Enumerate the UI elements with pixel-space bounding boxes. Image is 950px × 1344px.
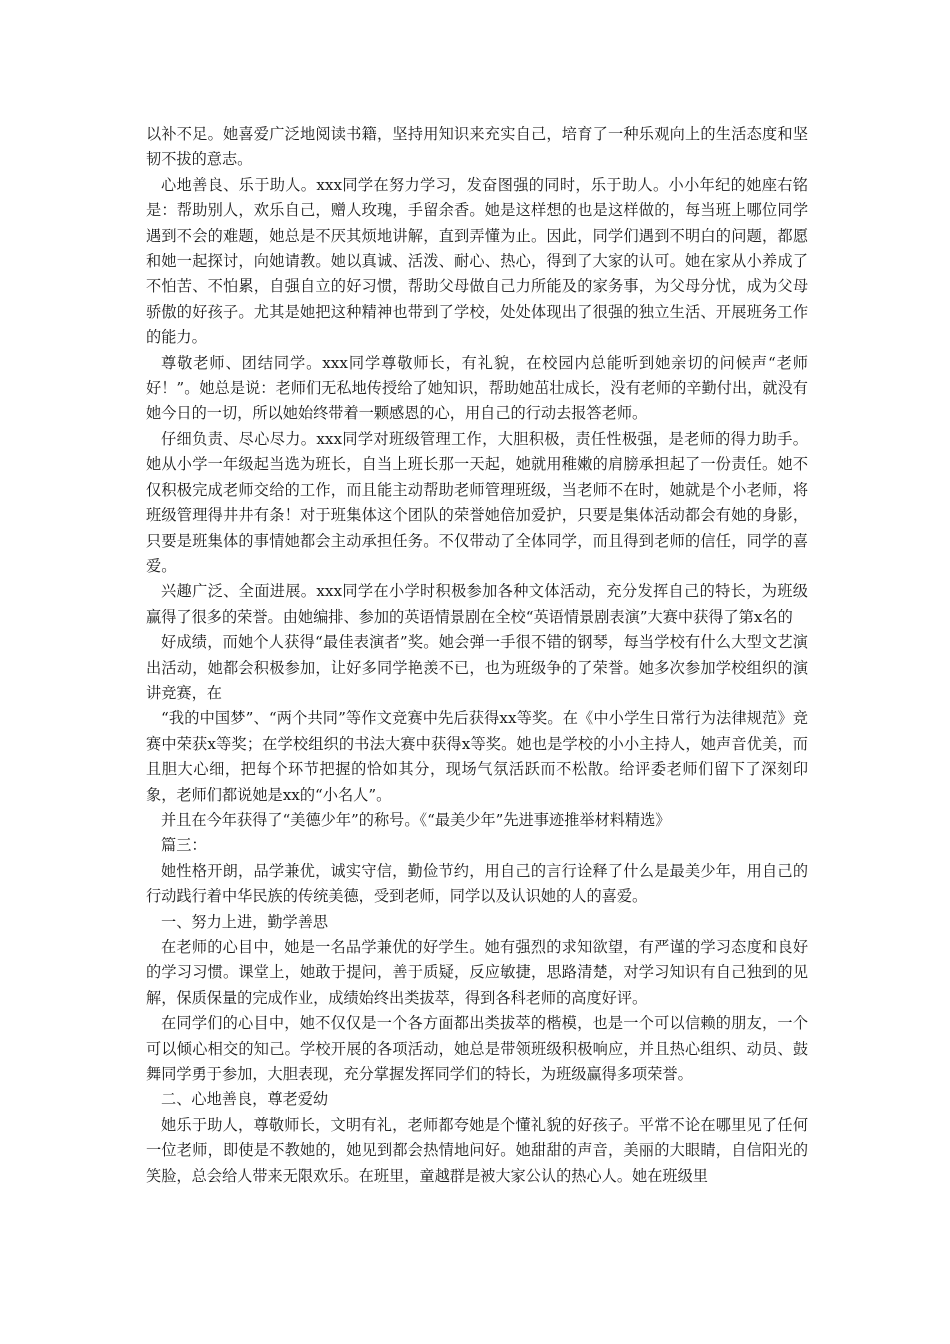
paragraph: “我的中国梦”、“两个共同”等作文竞赛中先后获得xx等奖。在《中小学生日常行为法律规范》竞赛中荣获x等奖；在学校组织的书法大赛中获得x等奖。她也是学校的小小主持人，她声音优美，而且胆大心细，把每个环节把握的恰如其分，现场气氛活跃而不松散。给评委老师们留下了深刻印象，老师们都说她是xx的“小名人”。 [146,709,808,804]
paragraph: 并且在今年获得了“美德少年”的称号。《“最美少年”先进事迹推举材料精选》 [161,810,671,829]
paragraph: 以补不足。她喜爱广泛地阅读书籍，坚持用知识来充实自己，培育了一种乐观向上的生活态度和坚韧不拔的意志。 [146,125,808,169]
paragraph: 兴趣广泛、全面进展。xxx同学在小学时积极参加各种文体活动，充分发挥自己的特长，为班级赢得了很多的荣誉。由她编排、参加的英语情景剧在全校“英语情景剧表演”大赛中获得了第x名的 [146,582,808,626]
paragraph: 心地善良、乐于助人。xxx同学在努力学习，发奋图强的同时，乐于助人。小小年纪的她座右铭是：帮助别人，欢乐自己，赠人玫瑰，手留余香。她是这样想的也是这样做的，每当班上哪位同学遇到不会的难题，她总是不厌其烦地讲解，直到弄懂为止。因此，同学们遇到不明白的问题，都愿和她一起探讨，向她请教。她以真诚、活泼、耐心、热心，得到了大家的认可。她在家从小养成了不怕苦、不怕累，自强自立的好习惯，帮助父母做自己力所能及的家务事，为父母分忧，成为父母骄傲的好孩子。尤其是她把这种精神也带到了学校，处处体现出了很强的独立生活、开展班务工作的能力。 [146,175,808,347]
paragraph: 她乐于助人，尊敬师长，文明有礼，老师都夸她是个懂礼貌的好孩子。平常不论在哪里见了任何一位老师，即使是不教她的，她见到都会热情地问好。她甜甜的声音，美丽的大眼睛，自信阳光的笑脸，总会给人带来无限欢乐。在班里，童越群是被大家公认的热心人。她在班级里 [146,1115,808,1185]
document-body [146,122,808,1189]
paragraph: 好成绩，而她个人获得“最佳表演者”奖。她会弹一手很不错的钢琴，每当学校有什么大型文艺演出活动，她都会积极参加，让好多同学艳羡不已，也为班级争的了荣誉。她多次参加学校组织的演讲竞赛，在 [146,633,808,702]
paragraph: 在老师的心目中，她是一名品学兼优的好学生。她有强烈的求知欲望，有严谨的学习态度和良好的学习习惯。课堂上，她敢于提问，善于质疑，反应敏捷，思路清楚，对学习知识有自己独到的见解，保质保量的完成作业，成绩始终出类拔萃，得到各科老师的高度好评。 [146,938,808,1007]
section-heading: 一、努力上进，勤学善思 [161,912,329,931]
paragraph: 她性格开朗，品学兼优，诚实守信，勤俭节约，用自己的言行诠释了什么是最美少年，用自己的行动践行着中华民族的传统美德，受到老师，同学以及认识她的人的喜爱。 [146,861,808,906]
paragraph: 在同学们的心目中，她不仅仅是一个各方面都出类拔萃的楷模，也是一个可以信赖的朋友，一个可以倾心相交的知己。学校开展的各项活动，她总是带领班级积极响应，并且热心组织、动员、鼓舞同学勇于参加，大胆表现，充分掌握发挥同学们的特长，为班级赢得多项荣誉。 [146,1014,808,1084]
section-heading: 二、心地善良，尊老爱幼 [161,1090,329,1109]
paragraph: 尊敬老师、团结同学。xxx同学尊敬师长，有礼貌，在校园内总能听到她亲切的问候声“老师好！”。她总是说：老师们无私地传授给了她知识，帮助她茁壮成长，没有老师的辛勤付出，就没有她今日的一切，所以她始终带着一颗感恩的心，用自己的行动去报答老师。 [146,353,808,423]
section-label: 篇三： [161,836,207,855]
paragraph: 仔细负责、尽心尽力。xxx同学对班级管理工作，大胆积极，责任性极强，是老师的得力助手。她从小学一年级起当选为班长，自当上班长那一天起，她就用稚嫩的肩膀承担起了一份责任。她不仅积极完成老师交给的工作，而且能主动帮助老师管理班级，当老师不在时，她就是个小老师，将班级管理得井井有条！对于班集体这个团队的荣誉她倍加爱护，只要是集体活动都会有她的身影，只要是班集体的事情她都会主动承担任务。不仅带动了全体同学，而且得到老师的信任，同学的喜爱。 [146,429,808,575]
